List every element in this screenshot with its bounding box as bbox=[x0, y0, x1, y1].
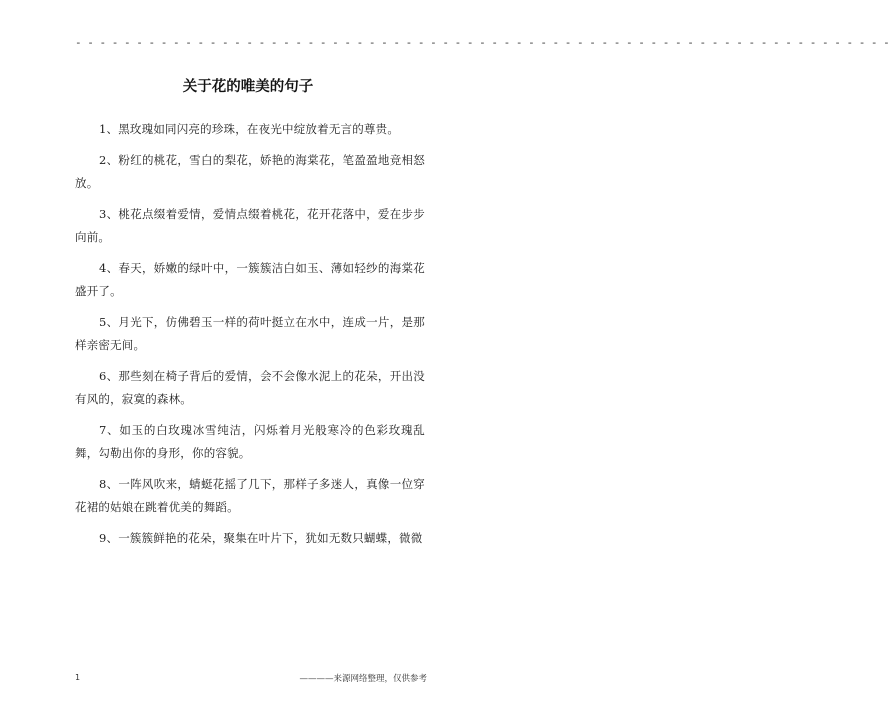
document-body bbox=[75, 118, 425, 648]
footer-source-note: ————来源网络整理，仅供参考 bbox=[299, 674, 427, 684]
paragraph-9: 9、一簇簇鲜艳的花朵，聚集在叶片下，犹如无数只蝴蝶，微微 bbox=[99, 531, 423, 545]
page-number: 1 bbox=[75, 673, 81, 682]
header-dashed-rule: - - - - - - - - - - - - - - - - - - - - - - - - - - - - - - - - - - - - - - - - - - - - - - - - - - - - - - - - - - - - - - - - - - - bbox=[75, 36, 889, 49]
paragraph-6: 6、那些刻在椅子背后的爱情，会不会像水泥上的花朵，开出没有风的，寂寞的森林。 bbox=[75, 369, 425, 406]
paragraph-7: 7、如玉的白玫瑰冰雪纯洁，闪烁着月光般寒冷的色彩玫瑰乱舞，勾勒出你的身形，你的容貌。 bbox=[75, 423, 425, 460]
paragraph-3: 3、桃花点缀着爱情，爱情点缀着桃花，花开花落中，爱在步步向前。 bbox=[75, 207, 425, 244]
document-title: 关于花的唯美的句子 bbox=[182, 79, 314, 95]
paragraph-2: 2、粉红的桃花，雪白的梨花，娇艳的海棠花，笔盈盈地竞相怒放。 bbox=[75, 153, 425, 190]
paragraph-8: 8、一阵风吹来，蜻蜓花摇了几下，那样子多迷人，真像一位穿花裙的姑娘在跳着优美的舞蹈。 bbox=[75, 477, 425, 514]
paragraph-5: 5、月光下，仿佛碧玉一样的荷叶挺立在水中，连成一片，是那样亲密无间。 bbox=[75, 315, 425, 352]
paragraph-4: 4、春天，娇嫩的绿叶中，一簇簇洁白如玉、薄如轻纱的海棠花盛开了。 bbox=[75, 261, 425, 298]
paragraph-1: 1、黑玫瑰如同闪亮的珍珠，在夜光中绽放着无言的尊贵。 bbox=[99, 122, 400, 136]
